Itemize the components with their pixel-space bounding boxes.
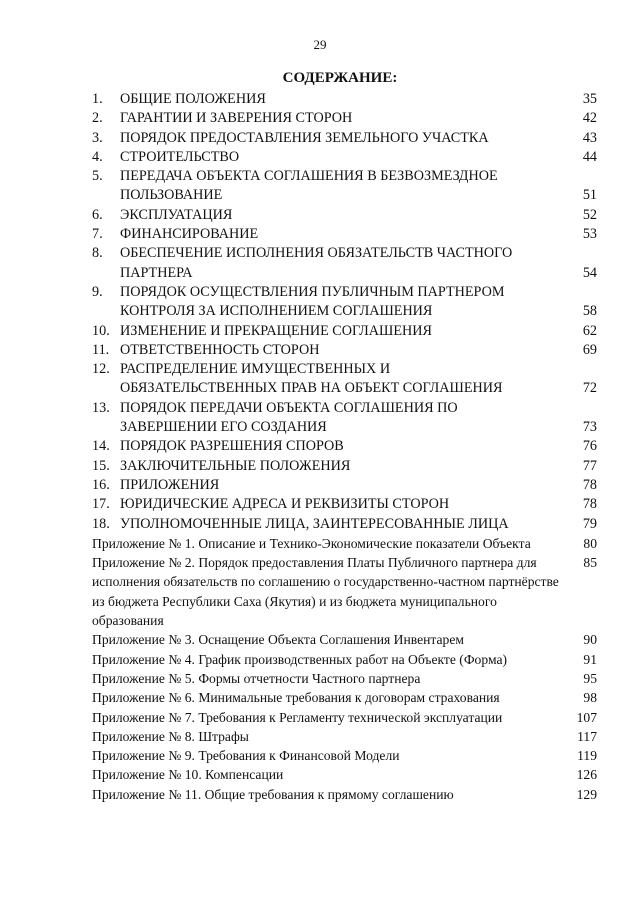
appendix-title: Приложение № 8. Штрафы (92, 728, 249, 744)
section-number: 7. (92, 226, 103, 243)
section-number: 13. (92, 399, 110, 416)
section-page: 62 (582, 322, 597, 339)
section-page: 76 (582, 438, 597, 455)
section-title: ЗАКЛЮЧИТЕЛЬНЫЕ ПОЛОЖЕНИЯ (120, 457, 351, 474)
appendix-title: Приложение № 2. Порядок предоставления Платы Публичного партнера для исполнения обязательств по соглашению о государственно-частном партнёрстве из бюджета Республики Саха (Якутия) и из бюджета муниципального образования (92, 555, 559, 629)
appendix-title: Приложение № 1. Описание и Технико-Экономические показатели Объекта (92, 535, 531, 551)
section-number: 9. (92, 283, 103, 300)
section-page: 52 (582, 206, 597, 223)
section-page: 58 (582, 303, 597, 320)
section-page: 43 (582, 129, 597, 146)
toc-section-item (92, 90, 597, 109)
appendix-page: 98 (583, 690, 597, 706)
section-title: ПРИЛОЖЕНИЯ (120, 476, 220, 493)
toc-appendix-item (92, 534, 597, 553)
appendix-title: Приложение № 3. Оснащение Объекта Соглашения Инвентарем (92, 632, 464, 648)
section-number: 11. (92, 341, 110, 358)
section-page: 44 (582, 148, 597, 165)
appendix-title: Приложение № 7. Требования к Регламенту технической эксплуатации (92, 709, 503, 725)
section-title: ПОРЯДОК ПЕРЕДАЧИ ОБЪЕКТА СОГЛАШЕНИЯ ПО ЗАВЕРШЕНИИ ЕГО СОЗДАНИЯ (120, 399, 458, 436)
toc-section-item (92, 225, 597, 244)
toc-appendix-item (92, 630, 597, 649)
toc-appendix-item (92, 688, 597, 707)
section-page: 72 (582, 380, 597, 397)
section-page: 78 (582, 476, 597, 493)
appendix-page: 129 (576, 786, 597, 802)
section-page: 77 (582, 457, 597, 474)
section-title: ОТВЕТСТВЕННОСТЬ СТОРОН (120, 341, 320, 358)
section-number: 10. (92, 322, 110, 339)
section-number: 6. (92, 206, 103, 223)
toc-section-item (92, 206, 597, 225)
appendix-title: Приложение № 6. Минимальные требования к договорам страхования (92, 690, 500, 706)
toc-section-item (92, 283, 597, 322)
section-page: 54 (582, 264, 597, 281)
toc-section-item (92, 515, 597, 534)
toc-section-item (92, 476, 597, 495)
section-number: 17. (92, 496, 110, 513)
toc-section-item (92, 437, 597, 456)
section-number: 2. (92, 110, 103, 127)
appendix-title: Приложение № 4. График производственных работ на Объекте (Форма) (92, 651, 508, 667)
table-of-contents (92, 90, 597, 804)
section-number: 15. (92, 457, 110, 474)
appendix-page: 80 (583, 535, 597, 551)
appendix-page: 90 (583, 632, 597, 648)
section-page: 69 (582, 341, 597, 358)
section-title: ПОРЯДОК ОСУЩЕСТВЛЕНИЯ ПУБЛИЧНЫМ ПАРТНЕРОМ КОНТРОЛЯ ЗА ИСПОЛНЕНИЕМ СОГЛАШЕНИЯ (120, 283, 505, 320)
section-page: 42 (582, 110, 597, 127)
appendix-page: 117 (577, 728, 597, 744)
section-number: 1. (92, 91, 103, 107)
section-number: 4. (92, 148, 103, 165)
section-page: 73 (582, 419, 597, 436)
section-title: ОБЕСПЕЧЕНИЕ ИСПОЛНЕНИЯ ОБЯЗАТЕЛЬСТВ ЧАСТНОГО ПАРТНЕРА (120, 245, 513, 281)
section-page: 79 (582, 515, 597, 532)
section-number: 3. (92, 129, 103, 146)
appendix-title: Приложение № 11. Общие требования к прямому соглашению (92, 786, 454, 802)
section-title: ПОРЯДОК ПРЕДОСТАВЛЕНИЯ ЗЕМЕЛЬНОГО УЧАСТКА (120, 129, 489, 146)
appendix-page: 126 (576, 767, 597, 783)
toc-appendices (92, 534, 597, 804)
toc-appendix-item (92, 669, 597, 688)
toc-section-item (92, 360, 597, 399)
section-page: 78 (582, 496, 597, 513)
toc-appendix-item (92, 746, 597, 765)
section-title: РАСПРЕДЕЛЕНИЕ ИМУЩЕСТВЕННЫХ И ОБЯЗАТЕЛЬСТВЕННЫХ ПРАВ НА ОБЪЕКТ СОГЛАШЕНИЯ (120, 361, 503, 397)
section-number: 8. (92, 245, 103, 262)
section-title: ИЗМЕНЕНИЕ И ПРЕКРАЩЕНИЕ СОГЛАШЕНИЯ (120, 322, 432, 339)
appendix-title: Приложение № 10. Компенсации (92, 767, 284, 783)
section-title: ЭКСПЛУАТАЦИЯ (120, 206, 233, 223)
section-number: 14. (92, 438, 110, 455)
section-page: 53 (582, 226, 597, 243)
toc-sections (92, 90, 597, 534)
section-title: СТРОИТЕЛЬСТВО (120, 148, 240, 165)
toc-section-item (92, 129, 597, 148)
appendix-page: 95 (583, 670, 597, 686)
section-number: 12. (92, 361, 110, 378)
page-number: 29 (313, 37, 327, 52)
section-title: ОБЩИЕ ПОЛОЖЕНИЯ (120, 91, 266, 107)
toc-section-item (92, 341, 597, 360)
appendix-page: 85 (583, 555, 597, 571)
section-title: ГАРАНТИИ И ЗАВЕРЕНИЯ СТОРОН (120, 110, 353, 127)
toc-section-item (92, 457, 597, 476)
appendix-page: 107 (576, 709, 597, 725)
toc-section-item (92, 399, 597, 438)
appendix-title: Приложение № 9. Требования к Финансовой Модели (92, 748, 400, 764)
appendix-page: 119 (577, 748, 597, 764)
toc-section-item (92, 244, 597, 283)
toc-section-item (92, 167, 597, 206)
toc-appendix-item (92, 765, 597, 784)
appendix-page: 91 (583, 651, 597, 667)
section-title: УПОЛНОМОЧЕННЫЕ ЛИЦА, ЗАИНТЕРЕСОВАННЫЕ ЛИЦА (120, 515, 509, 532)
section-title: ЮРИДИЧЕСКИЕ АДРЕСА И РЕКВИЗИТЫ СТОРОН (120, 496, 450, 513)
section-title: ПЕРЕДАЧА ОБЪЕКТА СОГЛАШЕНИЯ В БЕЗВОЗМЕЗДНОЕ ПОЛЬЗОВАНИЕ (120, 168, 498, 204)
section-title: ФИНАНСИРОВАНИЕ (120, 226, 259, 243)
appendix-title: Приложение № 5. Формы отчетности Частного партнера (92, 670, 421, 686)
toc-appendix-item (92, 708, 597, 727)
section-number: 18. (92, 515, 110, 532)
section-page: 35 (582, 91, 597, 107)
toc-title: СОДЕРЖАНИЕ: (282, 70, 398, 86)
toc-appendix-item (92, 727, 597, 746)
toc-section-item (92, 322, 597, 341)
toc-section-item (92, 148, 597, 167)
section-number: 16. (92, 476, 110, 493)
toc-appendix-item (92, 553, 597, 630)
toc-appendix-item (92, 650, 597, 669)
section-title: ПОРЯДОК РАЗРЕШЕНИЯ СПОРОВ (120, 438, 344, 455)
toc-section-item (92, 495, 597, 514)
toc-appendix-item (92, 785, 597, 804)
toc-section-item (92, 109, 597, 128)
section-page: 51 (582, 187, 597, 204)
section-number: 5. (92, 168, 103, 185)
